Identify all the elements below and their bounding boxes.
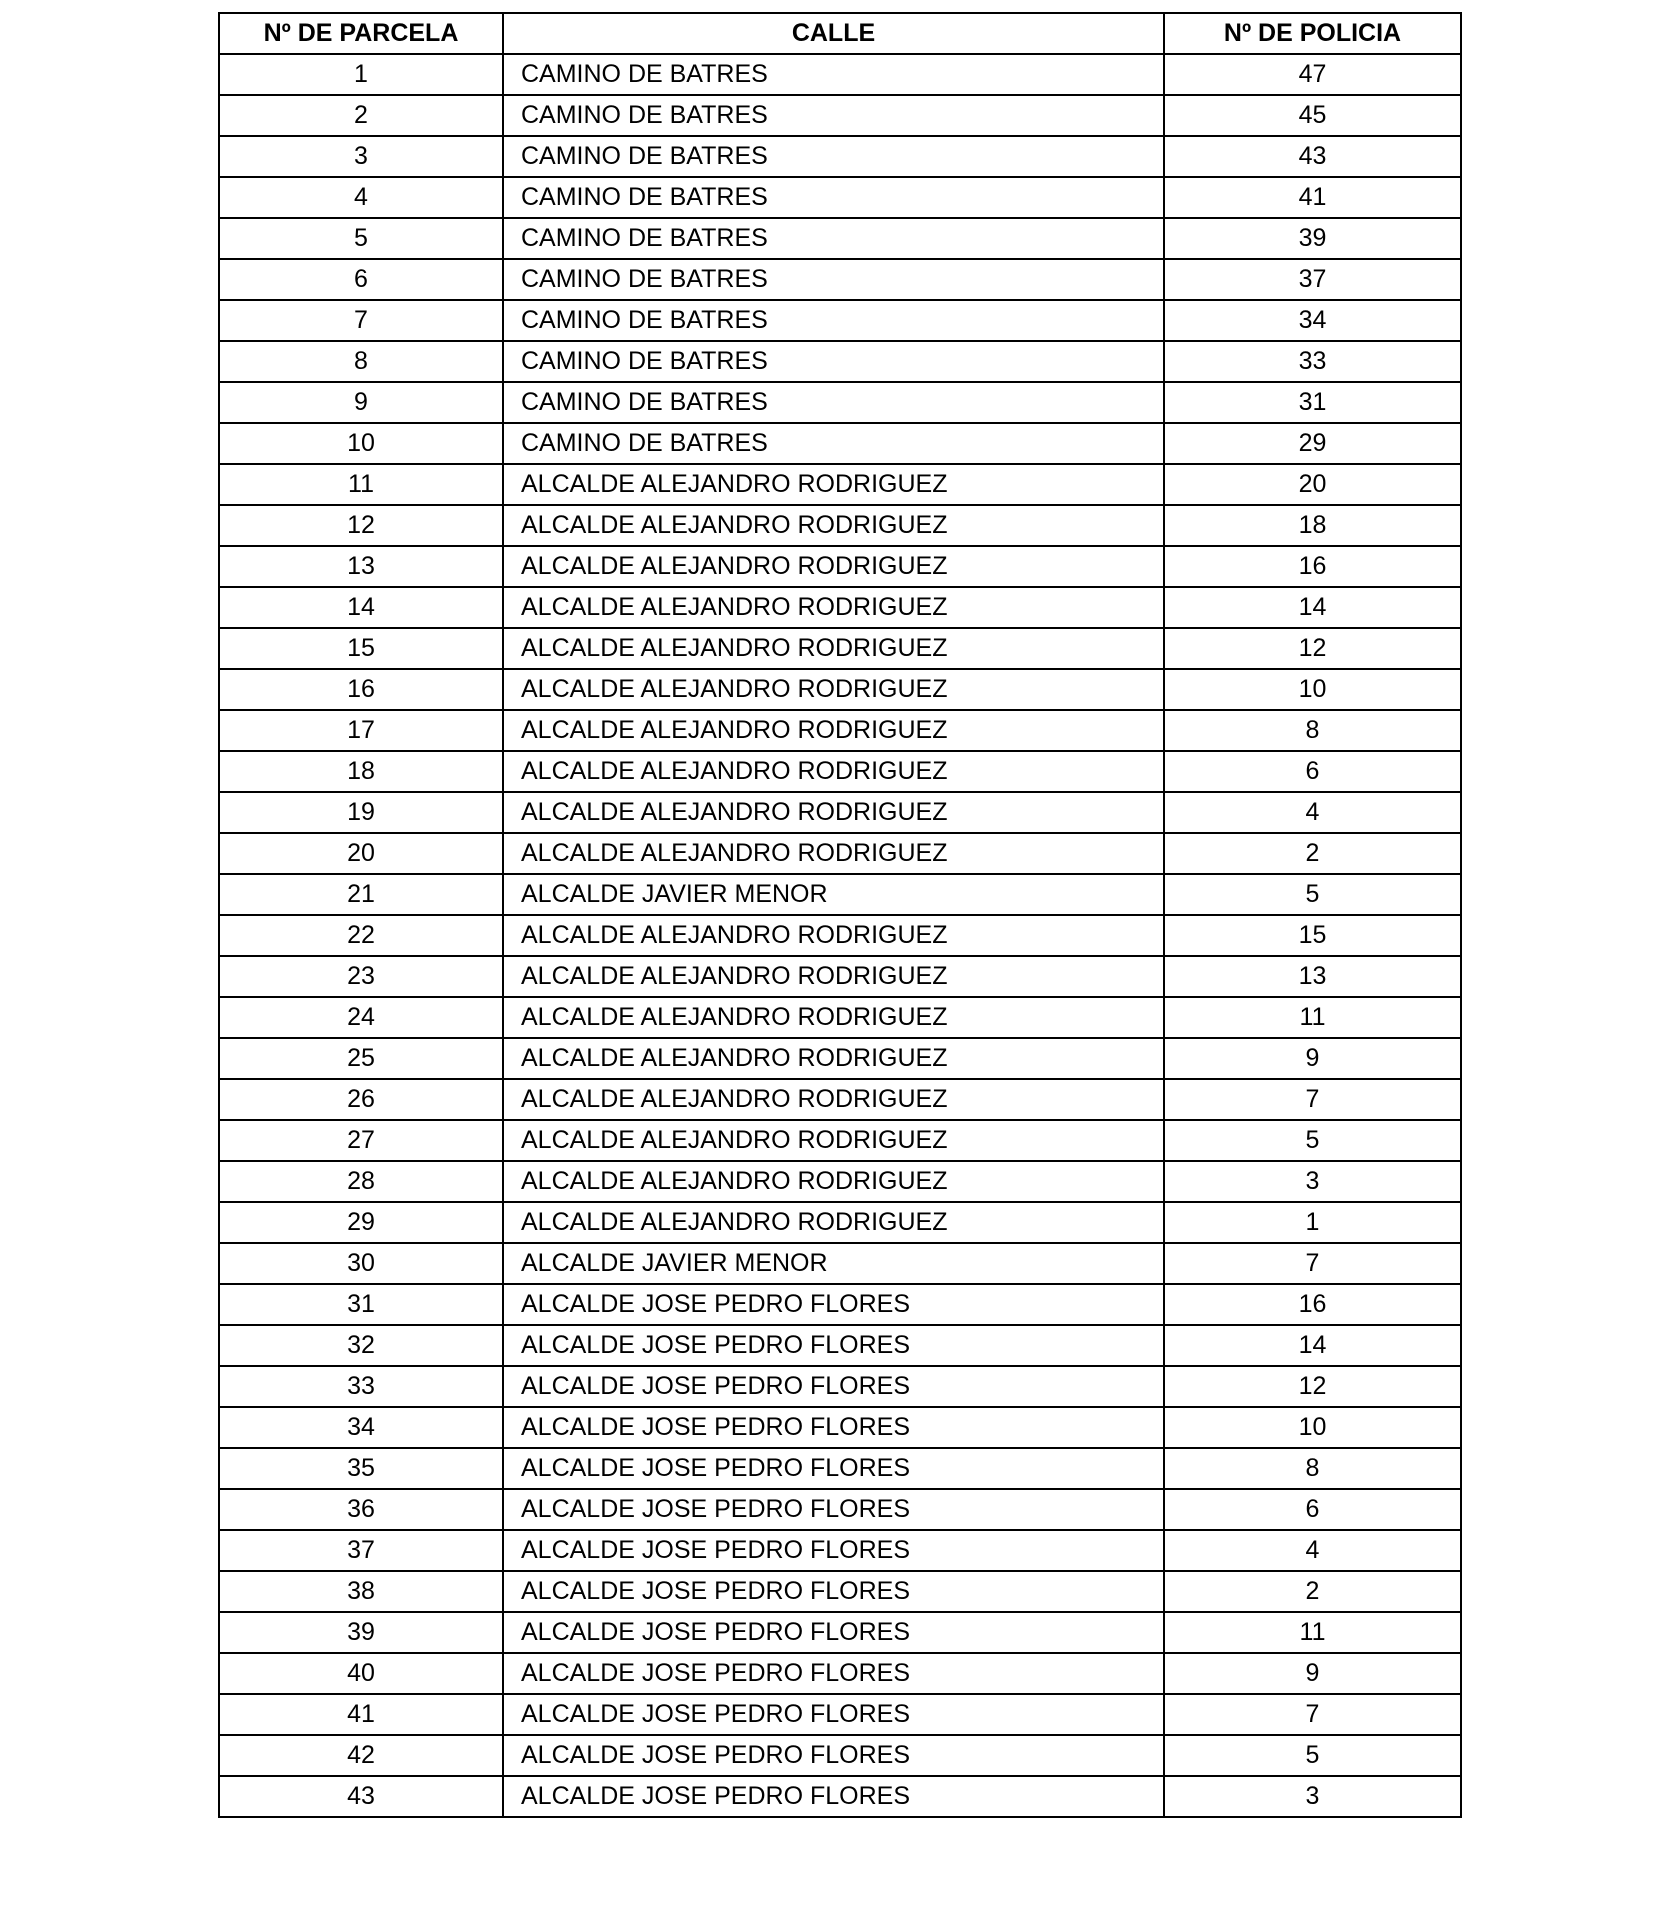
table-row	[219, 1161, 1461, 1202]
cell-parcel-number: 34	[219, 1407, 503, 1448]
table-row	[219, 382, 1461, 423]
cell-police-number: 3	[1164, 1161, 1461, 1202]
cell-police-number: 8	[1164, 710, 1461, 751]
table-row	[219, 1735, 1461, 1776]
cell-police-number: 5	[1164, 1120, 1461, 1161]
cell-street: ALCALDE JOSE PEDRO FLORES	[503, 1776, 1164, 1817]
cell-parcel-number: 8	[219, 341, 503, 382]
cell-police-number: 41	[1164, 177, 1461, 218]
cell-police-number: 7	[1164, 1694, 1461, 1735]
cell-parcel-number: 15	[219, 628, 503, 669]
table-row	[219, 833, 1461, 874]
table-row	[219, 423, 1461, 464]
cell-street: CAMINO DE BATRES	[503, 218, 1164, 259]
cell-street: ALCALDE JOSE PEDRO FLORES	[503, 1284, 1164, 1325]
cell-parcel-number: 1	[219, 54, 503, 95]
cell-parcel-number: 23	[219, 956, 503, 997]
header-street: CALLE	[503, 13, 1164, 54]
cell-parcel-number: 10	[219, 423, 503, 464]
cell-police-number: 2	[1164, 833, 1461, 874]
cell-police-number: 47	[1164, 54, 1461, 95]
cell-parcel-number: 37	[219, 1530, 503, 1571]
cell-street: ALCALDE ALEJANDRO RODRIGUEZ	[503, 587, 1164, 628]
cell-parcel-number: 24	[219, 997, 503, 1038]
table-row	[219, 792, 1461, 833]
table-row	[219, 1407, 1461, 1448]
table-row	[219, 1243, 1461, 1284]
cell-parcel-number: 38	[219, 1571, 503, 1612]
cell-police-number: 16	[1164, 1284, 1461, 1325]
table-row	[219, 1202, 1461, 1243]
table-row	[219, 1489, 1461, 1530]
cell-police-number: 16	[1164, 546, 1461, 587]
cell-street: CAMINO DE BATRES	[503, 423, 1164, 464]
cell-street: ALCALDE ALEJANDRO RODRIGUEZ	[503, 1202, 1164, 1243]
cell-police-number: 11	[1164, 1612, 1461, 1653]
table-row	[219, 997, 1461, 1038]
table-row	[219, 341, 1461, 382]
table-row	[219, 1776, 1461, 1817]
table-row	[219, 1530, 1461, 1571]
table-row	[219, 218, 1461, 259]
cell-police-number: 31	[1164, 382, 1461, 423]
cell-street: ALCALDE ALEJANDRO RODRIGUEZ	[503, 956, 1164, 997]
cell-police-number: 3	[1164, 1776, 1461, 1817]
table-row	[219, 546, 1461, 587]
cell-street: ALCALDE ALEJANDRO RODRIGUEZ	[503, 1120, 1164, 1161]
cell-parcel-number: 25	[219, 1038, 503, 1079]
cell-police-number: 15	[1164, 915, 1461, 956]
cell-street: ALCALDE ALEJANDRO RODRIGUEZ	[503, 1161, 1164, 1202]
cell-street: ALCALDE JOSE PEDRO FLORES	[503, 1612, 1164, 1653]
cell-street: CAMINO DE BATRES	[503, 177, 1164, 218]
table-row	[219, 1653, 1461, 1694]
cell-police-number: 10	[1164, 669, 1461, 710]
cell-street: CAMINO DE BATRES	[503, 259, 1164, 300]
cell-parcel-number: 17	[219, 710, 503, 751]
cell-street: ALCALDE ALEJANDRO RODRIGUEZ	[503, 1079, 1164, 1120]
cell-parcel-number: 40	[219, 1653, 503, 1694]
table-row	[219, 136, 1461, 177]
cell-police-number: 10	[1164, 1407, 1461, 1448]
cell-police-number: 34	[1164, 300, 1461, 341]
table-row	[219, 669, 1461, 710]
table-row	[219, 95, 1461, 136]
cell-street: ALCALDE JOSE PEDRO FLORES	[503, 1366, 1164, 1407]
cell-parcel-number: 28	[219, 1161, 503, 1202]
cell-street: ALCALDE JAVIER MENOR	[503, 874, 1164, 915]
header-parcel-number: Nº DE PARCELA	[219, 13, 503, 54]
table-row	[219, 1366, 1461, 1407]
table-row	[219, 1038, 1461, 1079]
table-header-row	[219, 13, 1461, 54]
cell-police-number: 11	[1164, 997, 1461, 1038]
cell-police-number: 9	[1164, 1038, 1461, 1079]
cell-parcel-number: 41	[219, 1694, 503, 1735]
cell-police-number: 6	[1164, 1489, 1461, 1530]
table-body	[219, 54, 1461, 1817]
cell-street: CAMINO DE BATRES	[503, 54, 1164, 95]
table-row	[219, 587, 1461, 628]
table-row	[219, 1120, 1461, 1161]
cell-street: ALCALDE JOSE PEDRO FLORES	[503, 1694, 1164, 1735]
cell-police-number: 43	[1164, 136, 1461, 177]
cell-street: ALCALDE JAVIER MENOR	[503, 1243, 1164, 1284]
cell-street: ALCALDE ALEJANDRO RODRIGUEZ	[503, 997, 1164, 1038]
cell-parcel-number: 13	[219, 546, 503, 587]
cell-police-number: 18	[1164, 505, 1461, 546]
cell-parcel-number: 26	[219, 1079, 503, 1120]
cell-street: CAMINO DE BATRES	[503, 382, 1164, 423]
table-row	[219, 1571, 1461, 1612]
table-row	[219, 915, 1461, 956]
table-row	[219, 464, 1461, 505]
cell-parcel-number: 16	[219, 669, 503, 710]
cell-street: ALCALDE ALEJANDRO RODRIGUEZ	[503, 1038, 1164, 1079]
cell-street: ALCALDE JOSE PEDRO FLORES	[503, 1735, 1164, 1776]
cell-parcel-number: 33	[219, 1366, 503, 1407]
cell-police-number: 29	[1164, 423, 1461, 464]
cell-police-number: 5	[1164, 874, 1461, 915]
table-row	[219, 956, 1461, 997]
cell-parcel-number: 31	[219, 1284, 503, 1325]
cell-parcel-number: 5	[219, 218, 503, 259]
table-row	[219, 1612, 1461, 1653]
cell-street: ALCALDE JOSE PEDRO FLORES	[503, 1325, 1164, 1366]
cell-street: ALCALDE ALEJANDRO RODRIGUEZ	[503, 464, 1164, 505]
cell-street: ALCALDE ALEJANDRO RODRIGUEZ	[503, 669, 1164, 710]
cell-police-number: 37	[1164, 259, 1461, 300]
cell-parcel-number: 35	[219, 1448, 503, 1489]
cell-parcel-number: 7	[219, 300, 503, 341]
cell-police-number: 12	[1164, 628, 1461, 669]
cell-street: ALCALDE ALEJANDRO RODRIGUEZ	[503, 710, 1164, 751]
cell-parcel-number: 42	[219, 1735, 503, 1776]
cell-street: ALCALDE ALEJANDRO RODRIGUEZ	[503, 505, 1164, 546]
cell-parcel-number: 6	[219, 259, 503, 300]
cell-parcel-number: 2	[219, 95, 503, 136]
table-row	[219, 300, 1461, 341]
parcel-table	[218, 12, 1462, 1818]
cell-street: ALCALDE JOSE PEDRO FLORES	[503, 1653, 1164, 1694]
cell-street: ALCALDE ALEJANDRO RODRIGUEZ	[503, 546, 1164, 587]
cell-parcel-number: 4	[219, 177, 503, 218]
table-row	[219, 874, 1461, 915]
cell-parcel-number: 43	[219, 1776, 503, 1817]
cell-street: ALCALDE JOSE PEDRO FLORES	[503, 1448, 1164, 1489]
cell-street: ALCALDE JOSE PEDRO FLORES	[503, 1571, 1164, 1612]
cell-street: CAMINO DE BATRES	[503, 95, 1164, 136]
cell-police-number: 2	[1164, 1571, 1461, 1612]
table-row	[219, 505, 1461, 546]
cell-police-number: 12	[1164, 1366, 1461, 1407]
cell-parcel-number: 18	[219, 751, 503, 792]
cell-parcel-number: 20	[219, 833, 503, 874]
cell-parcel-number: 9	[219, 382, 503, 423]
cell-street: ALCALDE ALEJANDRO RODRIGUEZ	[503, 792, 1164, 833]
parcel-table-container	[218, 12, 1460, 1818]
table-row	[219, 1079, 1461, 1120]
table-row	[219, 710, 1461, 751]
cell-police-number: 6	[1164, 751, 1461, 792]
table-row	[219, 1284, 1461, 1325]
cell-street: ALCALDE ALEJANDRO RODRIGUEZ	[503, 833, 1164, 874]
cell-street: ALCALDE ALEJANDRO RODRIGUEZ	[503, 915, 1164, 956]
cell-police-number: 4	[1164, 792, 1461, 833]
cell-parcel-number: 12	[219, 505, 503, 546]
cell-street: ALCALDE ALEJANDRO RODRIGUEZ	[503, 751, 1164, 792]
cell-parcel-number: 32	[219, 1325, 503, 1366]
cell-police-number: 9	[1164, 1653, 1461, 1694]
cell-parcel-number: 19	[219, 792, 503, 833]
table-row	[219, 751, 1461, 792]
cell-police-number: 39	[1164, 218, 1461, 259]
table-row	[219, 1325, 1461, 1366]
cell-parcel-number: 30	[219, 1243, 503, 1284]
cell-parcel-number: 27	[219, 1120, 503, 1161]
table-row	[219, 54, 1461, 95]
cell-parcel-number: 36	[219, 1489, 503, 1530]
table-row	[219, 1694, 1461, 1735]
cell-street: CAMINO DE BATRES	[503, 300, 1164, 341]
cell-parcel-number: 39	[219, 1612, 503, 1653]
cell-street: ALCALDE JOSE PEDRO FLORES	[503, 1407, 1164, 1448]
table-row	[219, 177, 1461, 218]
cell-police-number: 14	[1164, 1325, 1461, 1366]
cell-police-number: 8	[1164, 1448, 1461, 1489]
cell-police-number: 45	[1164, 95, 1461, 136]
cell-police-number: 1	[1164, 1202, 1461, 1243]
cell-street: ALCALDE JOSE PEDRO FLORES	[503, 1530, 1164, 1571]
cell-police-number: 7	[1164, 1243, 1461, 1284]
cell-police-number: 20	[1164, 464, 1461, 505]
cell-parcel-number: 3	[219, 136, 503, 177]
cell-parcel-number: 11	[219, 464, 503, 505]
cell-parcel-number: 14	[219, 587, 503, 628]
cell-police-number: 14	[1164, 587, 1461, 628]
cell-parcel-number: 21	[219, 874, 503, 915]
cell-street: CAMINO DE BATRES	[503, 136, 1164, 177]
cell-parcel-number: 29	[219, 1202, 503, 1243]
cell-police-number: 13	[1164, 956, 1461, 997]
cell-parcel-number: 22	[219, 915, 503, 956]
cell-street: ALCALDE JOSE PEDRO FLORES	[503, 1489, 1164, 1530]
cell-police-number: 33	[1164, 341, 1461, 382]
table-row	[219, 259, 1461, 300]
cell-police-number: 4	[1164, 1530, 1461, 1571]
cell-street: ALCALDE ALEJANDRO RODRIGUEZ	[503, 628, 1164, 669]
table-row	[219, 628, 1461, 669]
header-police-number: Nº DE POLICIA	[1164, 13, 1461, 54]
cell-street: CAMINO DE BATRES	[503, 341, 1164, 382]
cell-police-number: 5	[1164, 1735, 1461, 1776]
table-row	[219, 1448, 1461, 1489]
cell-police-number: 7	[1164, 1079, 1461, 1120]
